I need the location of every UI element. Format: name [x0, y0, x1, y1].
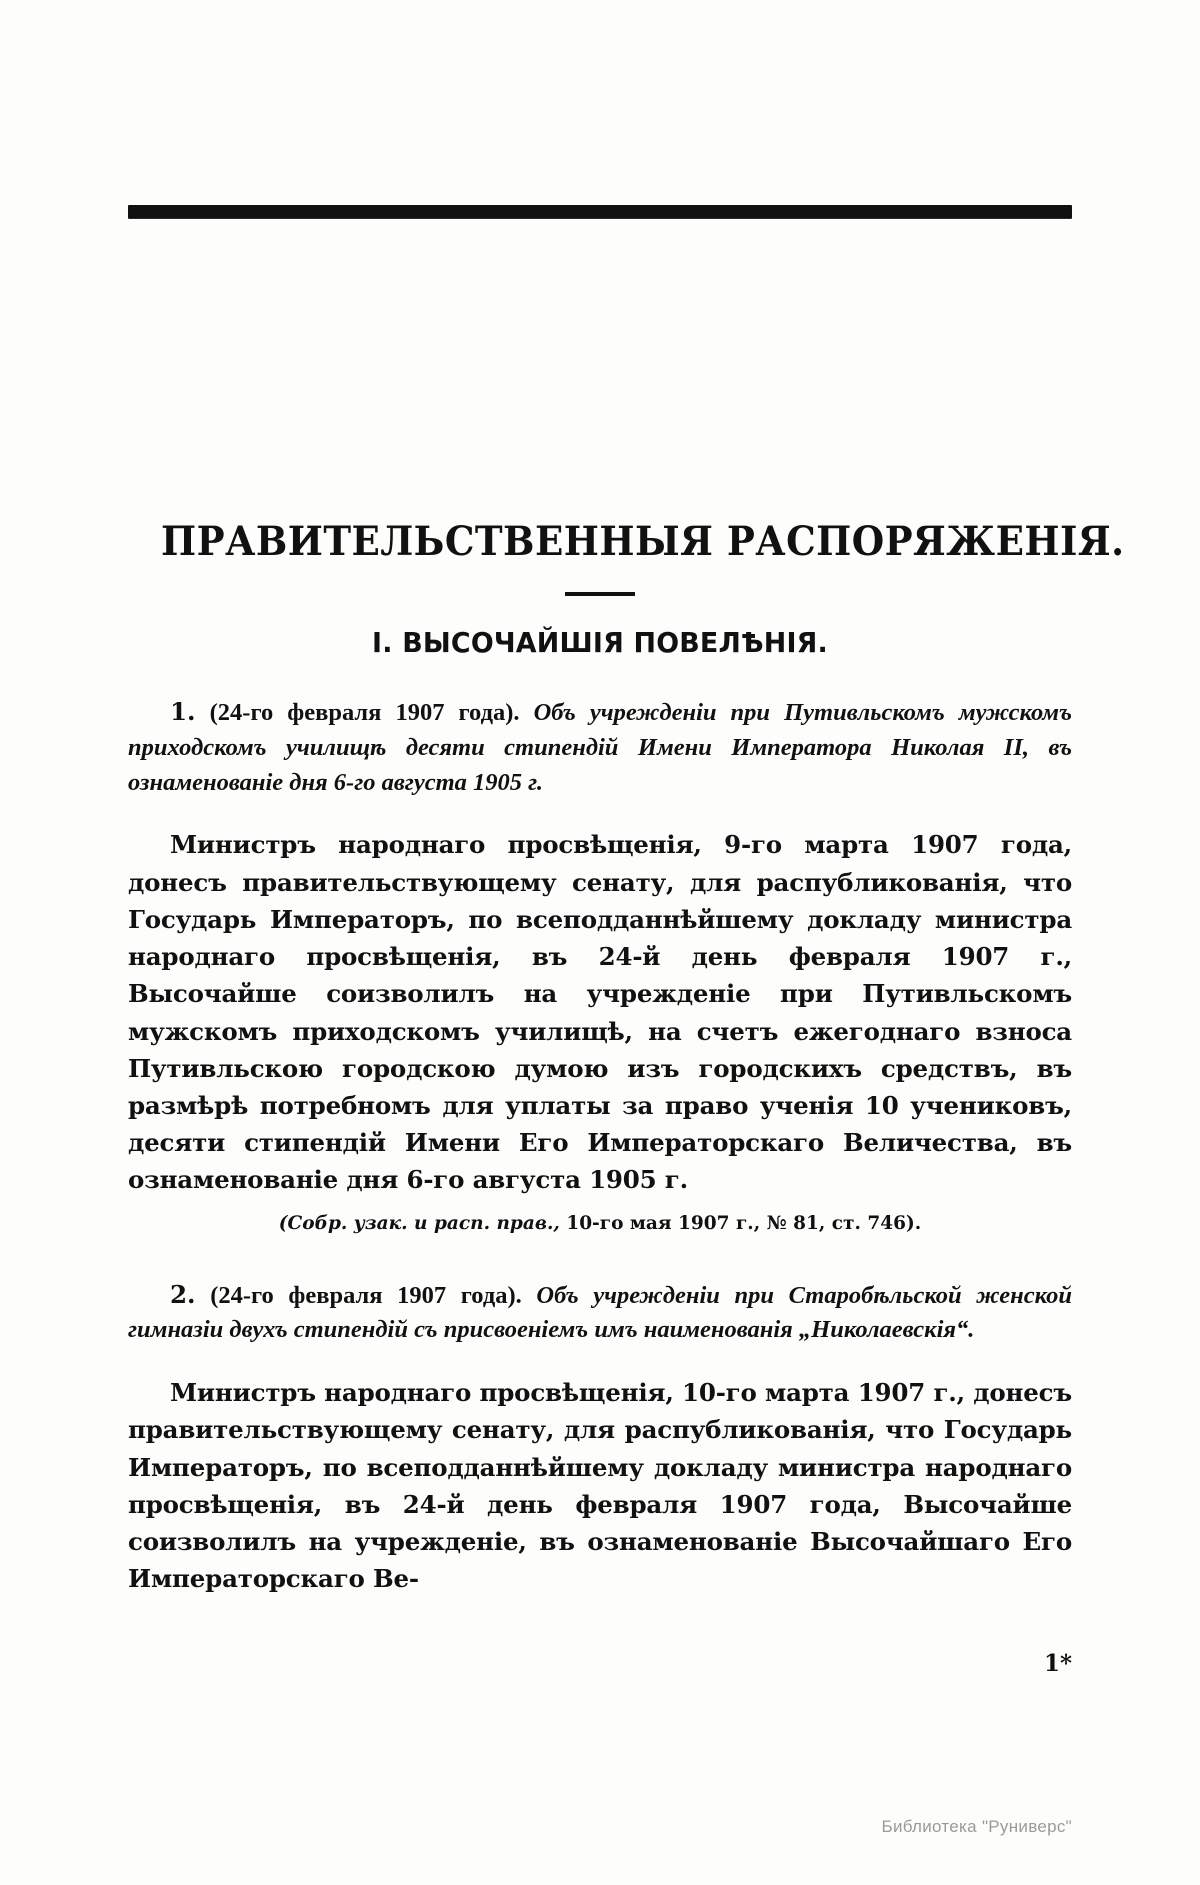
entry-1-heading	[128, 695, 1072, 800]
entry-spacer	[128, 1244, 1072, 1278]
title-divider	[565, 592, 635, 596]
entry-2-heading	[128, 1278, 1072, 1349]
library-watermark: Библиотека "Руниверс"	[881, 1817, 1072, 1836]
page-title: ПРАВИТЕЛЬСТВЕННЫЯ РАСПОРЯЖЕНІЯ.	[161, 518, 1125, 565]
entry-1-date: (24-го февраля 1907 года).	[209, 699, 520, 726]
entry-1-body: Министръ народнаго просвѣщенія, 9-го марта 1907 года, донесъ правительствующему сенату, для распубликованія, что Государь Императоръ, по всеподданнѣйшему докладу министра народнаго просвѣщенія, въ 24-й день февраля 1907 г., Высочайше соизволилъ на учрежденіе при Путивльскомъ мужскомъ приходскомъ училищѣ, на счетъ ежегоднаго взноса Путивльскою городскою думою изъ городскихъ средствъ, въ размѣрѣ потребномъ для уплаты за право ученія 10 учениковъ, десяти стипендій Имени Его Императорскаго Величества, въ ознаменованіе дня 6-го августа 1905 г.	[128, 830, 1072, 1195]
page-content	[128, 518, 1125, 1608]
entry-1-source	[128, 1213, 1072, 1234]
entry-2-number: 2.	[170, 1279, 196, 1309]
entry-1-source-italic: (Собр. узак. и расп. прав.,	[278, 1212, 560, 1234]
section-title: I. ВЫСОЧАЙШІЯ ПОВЕЛѢНІЯ.	[372, 626, 828, 659]
page-folio: 1*	[1043, 1650, 1072, 1677]
entry-2-body: Министръ народнаго просвѣщенія, 10-го марта 1907 г., донесъ правительствующему сенату, для распубликованія, что Государь Императоръ, по всеподданнѣйшему докладу министра народнаго просвѣщенія, въ 24-й день февраля 1907 года, Высочайше соизволилъ на учрежденіе, въ ознаменованіе Высочайшаго Его Императорскаго Ве-	[128, 1378, 1072, 1594]
entry-1-number: 1.	[170, 697, 196, 726]
entry-1-title: Объ учрежденіи при Путивльскомъ мужскомъ приходскомъ училищѣ десяти стипендій Имени Императора Николая II, въ ознаменованіе дня 6-го августа 1905 г.	[128, 699, 1073, 796]
entry-2-title: Объ учрежденіи при Старобѣльской женской гимназіи двухъ стипендій съ присвоеніемъ имъ наименованія „Николаевскія“.	[128, 1281, 1073, 1344]
top-rule-divider	[128, 205, 1072, 218]
entry-2-date: (24-го февраля 1907 года).	[210, 1281, 522, 1309]
entry-1-source-rest: 10-го мая 1907 г., № 81, ст. 746).	[559, 1212, 922, 1234]
entry-2	[128, 1278, 1072, 1598]
entry-1	[128, 695, 1072, 1234]
